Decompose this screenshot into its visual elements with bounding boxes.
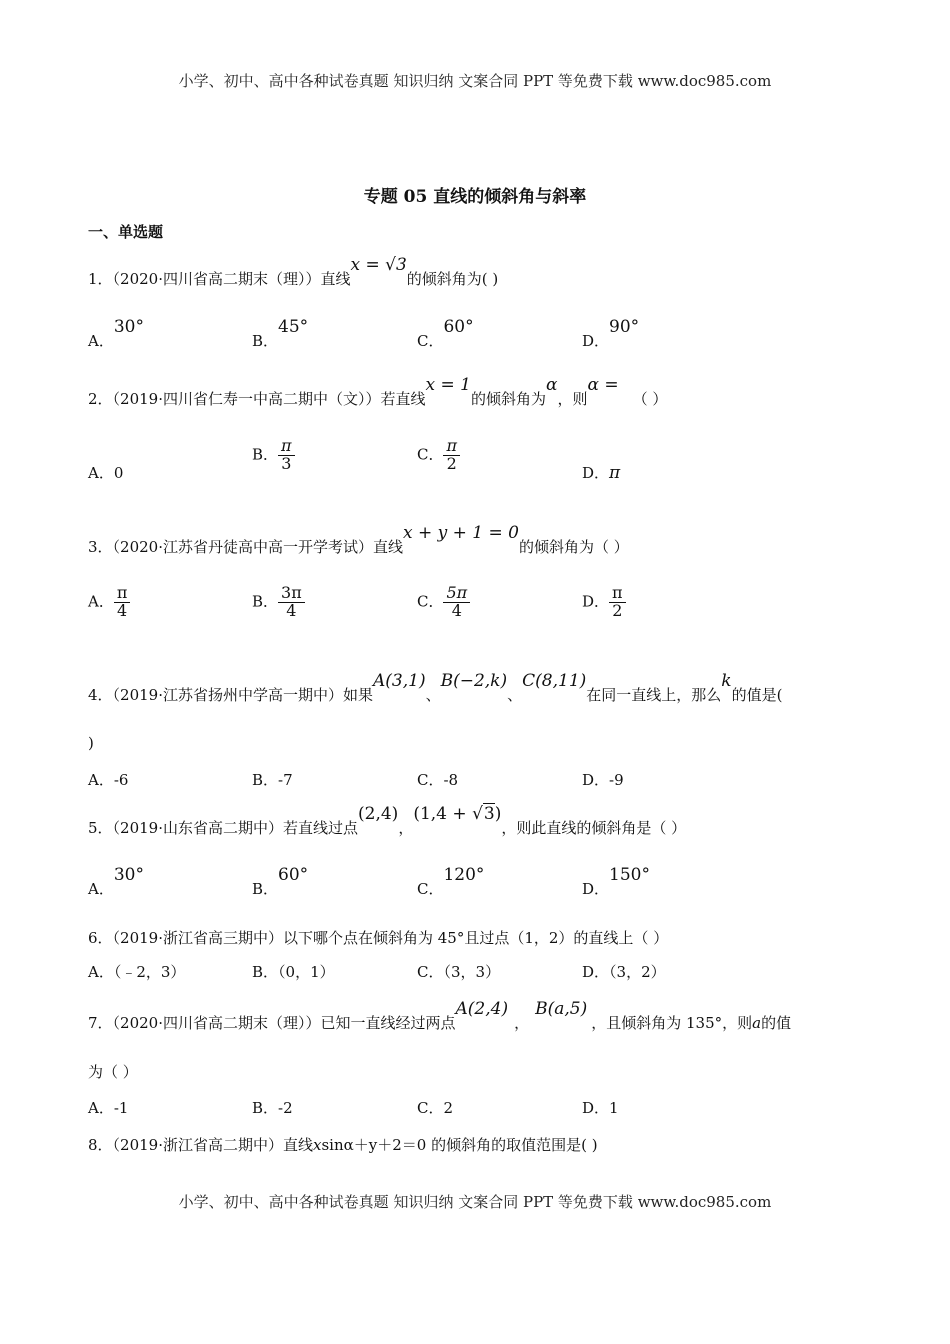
question-1 [88,255,499,289]
option-b: B． $\frac{\pi}{3}$ [252,438,295,473]
page-header: 小学、初中、高中各种试卷真题 知识归纳 文案合同 PPT 等免费下载 www.doc985.com [178,72,772,90]
question-6: 6．（2019·浙江省高三期中）以下哪个点在倾斜角为 45°且过点（1，2）的直线上（ ） [88,929,669,947]
page-footer: 小学、初中、高中各种试卷真题 知识归纳 文案合同 PPT 等免费下载 www.doc985.com [178,1193,772,1211]
option-c: C．2 [417,1099,454,1117]
option-d: D．π [582,463,621,483]
option-c: C． $\frac{5\pi}{4}$ [417,585,470,620]
option-b: B．60° [252,865,309,898]
question-3: 3．（2020·江苏省丹徒高中高一开学考试）直线x + y + 1 = 0的倾斜角为（ ） [88,523,629,556]
question-7: 7．（2020·四川省高二期末（理））已知一直线经过两点A(2,4)，B(a,5)，且倾斜角为 135°，则a的值 [88,999,792,1032]
question-4-stem: 4．（2019·江苏省扬州中学高一期中）如果 [88,686,373,704]
question-8: 8．（2019·浙江省高二期中）直线xsinα＋y＋2＝0 的倾斜角的取值范围是( ) [88,1136,598,1154]
option-c: C．（3，3） [417,963,501,981]
question-3-math: x + y + 1 = 0 [403,523,519,543]
question-7-stem: 7．（2020·四川省高二期末（理））已知一直线经过两点 [88,1014,456,1032]
question-4: 4．（2019·江苏省扬州中学高一期中）如果A(3,1)、B(−2,k)、C(8,11)在同一直线上，那么k的值是( [88,671,783,704]
question-5-stem: 5．（2019·山东省高二期中）若直线过点 [88,819,358,837]
option-b: B． $\frac{3\pi}{4}$ [252,585,305,620]
option-d: D．150° [582,865,650,898]
option-b: B．-2 [252,1099,293,1117]
option-d: D．90° [582,317,640,350]
option-b: B．（0，1） [252,963,335,981]
option-a: A． $\frac{\pi}{4}$ [88,585,130,620]
question-1-stem: 1．（2020·四川省高二期末（理））直线 [88,270,351,288]
question-2-stem: 2．（2019·四川省仁寿一中高二期中（文））若直线 [88,390,426,408]
section-heading: 一、单选题 [88,223,164,241]
option-b: B．45° [252,317,309,350]
option-c: C． $\frac{\pi}{2}$ [417,438,460,473]
option-a: A．-6 [88,771,129,789]
option-d: D． $\frac{\pi}{2}$ [582,585,626,620]
page-title: 专题 05 直线的倾斜角与斜率 [363,187,587,207]
option-c: C．60° [417,317,474,350]
question-1-math: x = √3 [350,255,407,275]
option-a: A．30° [88,317,144,350]
question-2: 2．（2019·四川省仁寿一中高二期中（文））若直线x = 1的倾斜角为α，则α =（ ） [88,375,668,408]
question-5: 5．（2019·山东省高二期中）若直线过点(2,4)，(1,4 + √3)，则此直线的倾斜角是（ ） [88,804,687,837]
option-d: D．（3，2） [582,963,666,981]
question-7-line2: 为（ ） [88,1063,138,1081]
option-a: A．30° [88,865,144,898]
question-3-stem: 3．（2020·江苏省丹徒高中高一开学考试）直线 [88,538,403,556]
option-d: D．1 [582,1099,619,1117]
option-a: A．（﹣2，3） [88,963,186,981]
question-8-stem: 8．（2019·浙江省高二期中）直线 [88,1136,313,1154]
option-c: C．-8 [417,771,459,789]
question-1-tail: 的倾斜角为( ) [406,270,499,288]
option-a: A．0 [88,464,124,482]
question-2-math: x = 1 [425,375,471,395]
option-b: B．-7 [252,771,293,789]
option-c: C．120° [417,865,485,898]
question-4-close: ) [88,734,94,752]
option-d: D．-9 [582,771,624,789]
option-a: A．-1 [88,1099,129,1117]
